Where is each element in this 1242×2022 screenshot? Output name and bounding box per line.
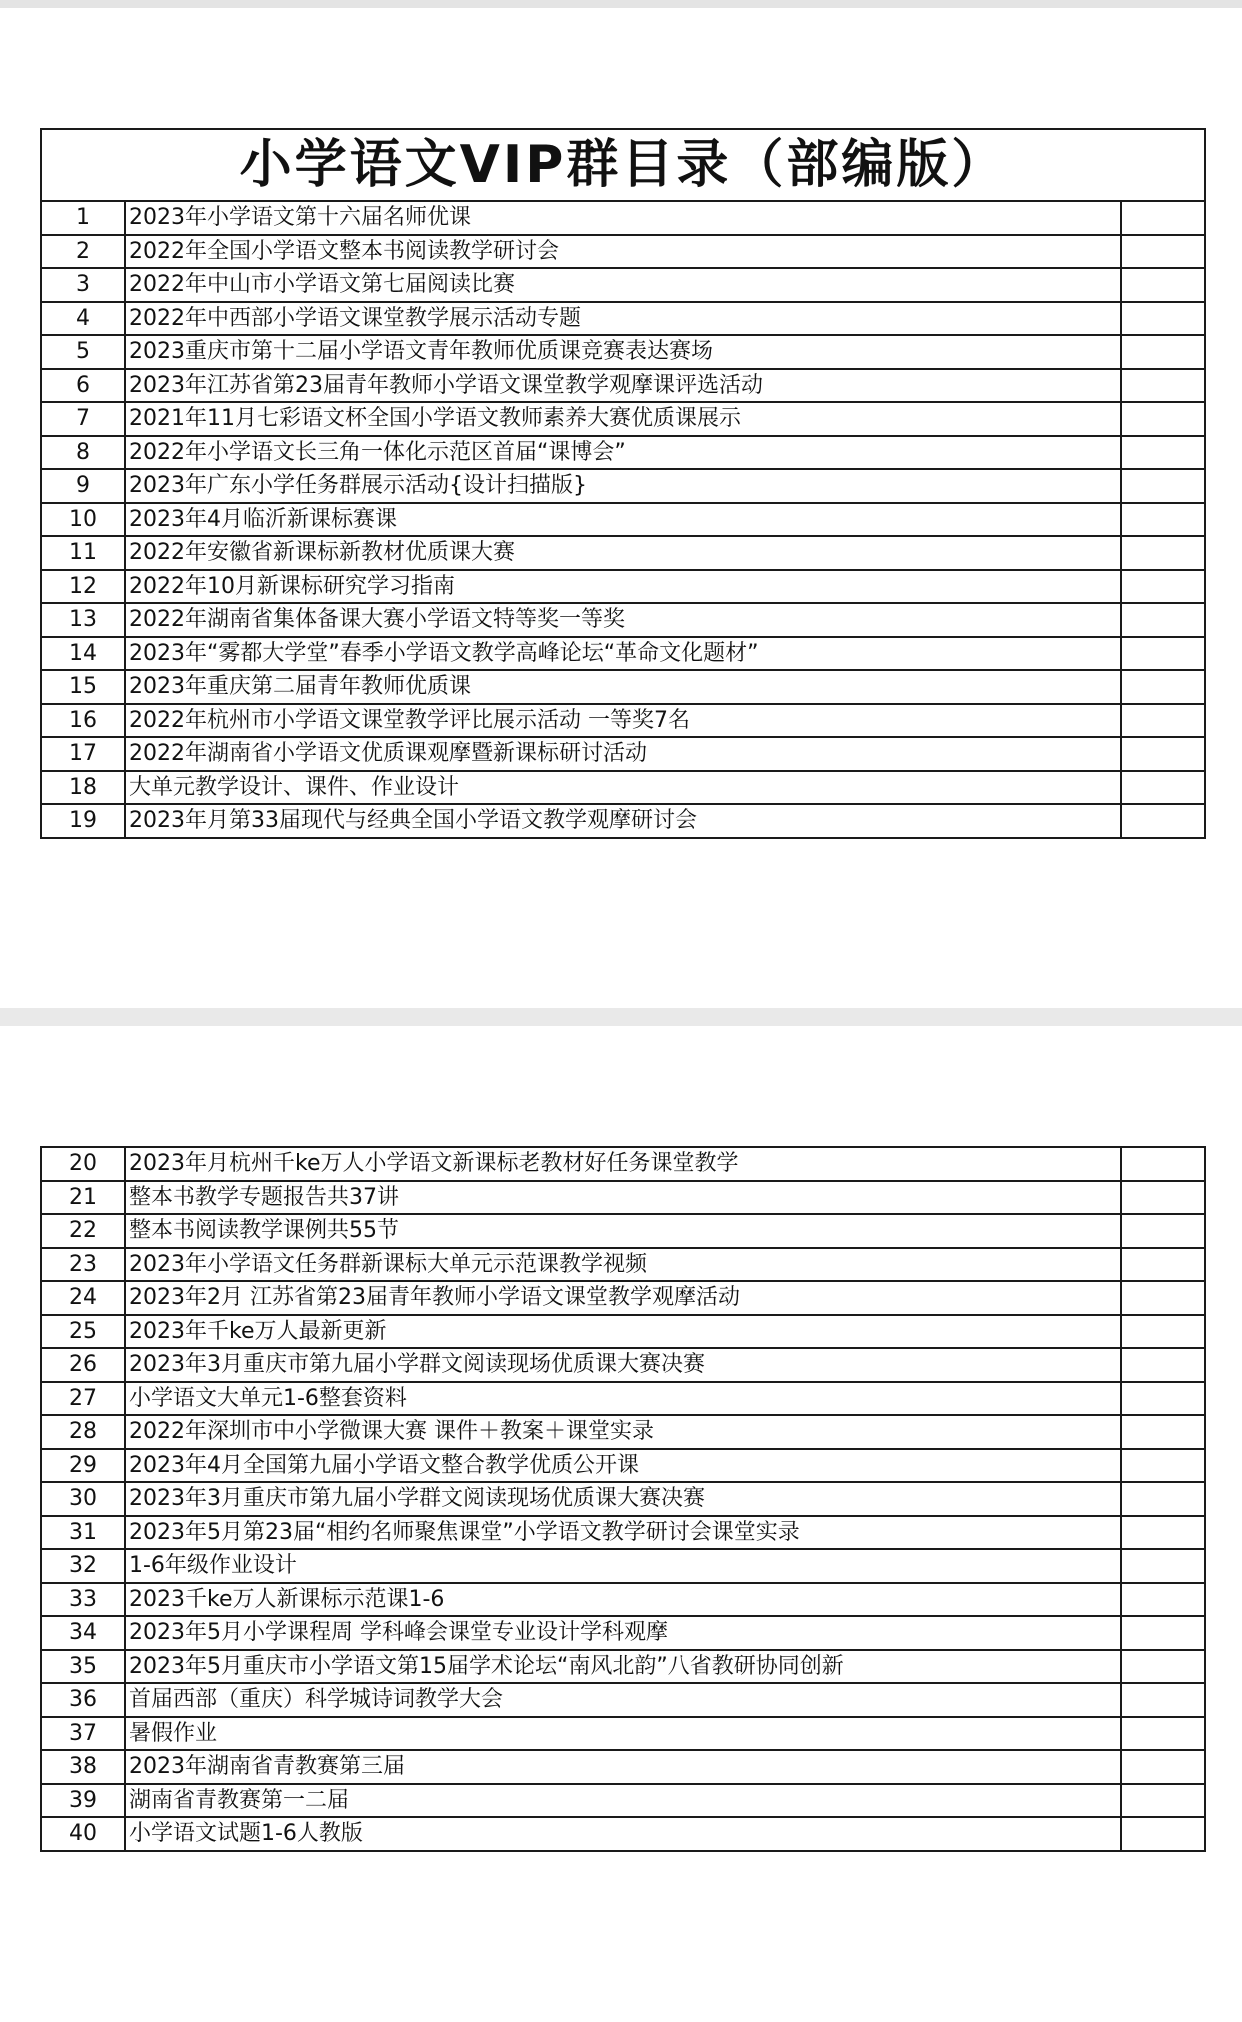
table-row [41,1147,1205,1181]
table-row [41,1784,1205,1818]
row-empty-cell [1121,1650,1205,1684]
catalog-table-top [40,128,1206,839]
row-title: 2022年湖南省集体备课大赛小学语文特等奖一等奖 [125,603,1121,637]
row-empty-cell [1121,1784,1205,1818]
page-separator [0,1008,1242,1026]
row-number: 20 [41,1147,125,1181]
row-title: 2022年安徽省新课标新教材优质课大赛 [125,536,1121,570]
row-number: 28 [41,1415,125,1449]
row-title: 2022年湖南省小学语文优质课观摩暨新课标研讨活动 [125,737,1121,771]
row-number: 34 [41,1616,125,1650]
row-number: 18 [41,771,125,805]
row-title: 1-6年级作业设计 [125,1549,1121,1583]
row-title: 2023年3月重庆市第九届小学群文阅读现场优质课大赛决赛 [125,1348,1121,1382]
row-number: 19 [41,804,125,838]
table-row [41,536,1205,570]
row-title: 2022年中山市小学语文第七届阅读比赛 [125,268,1121,302]
row-empty-cell [1121,469,1205,503]
table-row [41,201,1205,235]
row-number: 10 [41,503,125,537]
row-number: 25 [41,1315,125,1349]
row-number: 4 [41,302,125,336]
row-number: 35 [41,1650,125,1684]
row-number: 40 [41,1817,125,1851]
row-title: 2023重庆市第十二届小学语文青年教师优质课竞赛表达赛场 [125,335,1121,369]
row-number: 39 [41,1784,125,1818]
table-row [41,704,1205,738]
row-empty-cell [1121,1181,1205,1215]
row-title: 2023年小学语文第十六届名师优课 [125,201,1121,235]
row-title: 2023年月杭州千ke万人小学语文新课标老教材好任务课堂教学 [125,1147,1121,1181]
row-title: 暑假作业 [125,1717,1121,1751]
row-title: 首届西部（重庆）科学城诗词教学大会 [125,1683,1121,1717]
table-row [41,1315,1205,1349]
row-number: 24 [41,1281,125,1315]
table-row [41,737,1205,771]
row-empty-cell [1121,771,1205,805]
row-number: 22 [41,1214,125,1248]
table-row [41,771,1205,805]
row-number: 7 [41,402,125,436]
row-title: 小学语文试题1-6人教版 [125,1817,1121,1851]
row-empty-cell [1121,235,1205,269]
row-empty-cell [1121,1817,1205,1851]
row-empty-cell [1121,1616,1205,1650]
row-empty-cell [1121,402,1205,436]
row-empty-cell [1121,335,1205,369]
row-number: 11 [41,536,125,570]
row-empty-cell [1121,1382,1205,1416]
row-title: 2022年深圳市中小学微课大赛 课件＋教案＋课堂实录 [125,1415,1121,1449]
row-number: 31 [41,1516,125,1550]
row-empty-cell [1121,1717,1205,1751]
row-title: 2023年湖南省青教赛第三届 [125,1750,1121,1784]
row-number: 38 [41,1750,125,1784]
row-number: 8 [41,436,125,470]
row-empty-cell [1121,737,1205,771]
row-empty-cell [1121,1315,1205,1349]
row-empty-cell [1121,804,1205,838]
row-empty-cell [1121,1750,1205,1784]
row-empty-cell [1121,637,1205,671]
row-empty-cell [1121,1449,1205,1483]
row-number: 23 [41,1248,125,1282]
row-empty-cell [1121,1583,1205,1617]
row-title: 2023年月第33届现代与经典全国小学语文教学观摩研讨会 [125,804,1121,838]
row-number: 1 [41,201,125,235]
page-top-edge [0,0,1242,8]
row-number: 37 [41,1717,125,1751]
table-row [41,235,1205,269]
table-row [41,1382,1205,1416]
row-number: 3 [41,268,125,302]
row-empty-cell [1121,369,1205,403]
row-empty-cell [1121,1348,1205,1382]
table-row [41,469,1205,503]
table-row [41,1583,1205,1617]
table-row [41,1181,1205,1215]
row-title: 2022年中西部小学语文课堂教学展示活动专题 [125,302,1121,336]
row-title: 2022年杭州市小学语文课堂教学评比展示活动 一等奖7名 [125,704,1121,738]
row-number: 6 [41,369,125,403]
row-title: 2023年5月第23届“相约名师聚焦课堂”小学语文教学研讨会课堂实录 [125,1516,1121,1550]
table-row [41,570,1205,604]
table-row [41,1817,1205,1851]
document-title: 小学语文VIP群目录（部编版） [41,129,1205,201]
row-title: 2021年11月七彩语文杯全国小学语文教师素养大赛优质课展示 [125,402,1121,436]
table-row [41,1214,1205,1248]
table-row [41,1482,1205,1516]
row-empty-cell [1121,1248,1205,1282]
row-number: 13 [41,603,125,637]
row-title: 2022年小学语文长三角一体化示范区首届“课博会” [125,436,1121,470]
row-title: 2023年广东小学任务群展示活动{设计扫描版} [125,469,1121,503]
row-empty-cell [1121,536,1205,570]
row-number: 36 [41,1683,125,1717]
row-title: 2023年江苏省第23届青年教师小学语文课堂教学观摩课评选活动 [125,369,1121,403]
row-title: 2023年5月小学课程周 学科峰会课堂专业设计学科观摩 [125,1616,1121,1650]
row-number: 21 [41,1181,125,1215]
row-empty-cell [1121,436,1205,470]
table-row [41,302,1205,336]
row-number: 30 [41,1482,125,1516]
row-title: 2023年小学语文任务群新课标大单元示范课教学视频 [125,1248,1121,1282]
table-row [41,1415,1205,1449]
table-row [41,603,1205,637]
row-title: 2023年5月重庆市小学语文第15届学术论坛“南风北韵”八省教研协同创新 [125,1650,1121,1684]
row-title: 2023年“雾都大学堂”春季小学语文教学高峰论坛“革命文化题材” [125,637,1121,671]
table-row [41,436,1205,470]
row-empty-cell [1121,1415,1205,1449]
row-empty-cell [1121,1683,1205,1717]
row-title: 整本书教学专题报告共37讲 [125,1181,1121,1215]
row-empty-cell [1121,1482,1205,1516]
catalog-rows-top [41,201,1205,838]
row-number: 27 [41,1382,125,1416]
row-empty-cell [1121,704,1205,738]
row-empty-cell [1121,570,1205,604]
table-row [41,369,1205,403]
row-number: 9 [41,469,125,503]
row-empty-cell [1121,1214,1205,1248]
row-empty-cell [1121,670,1205,704]
table-row [41,1248,1205,1282]
row-empty-cell [1121,603,1205,637]
row-title: 2023年3月重庆市第九届小学群文阅读现场优质课大赛决赛 [125,1482,1121,1516]
row-title: 湖南省青教赛第一二届 [125,1784,1121,1818]
table-row [41,804,1205,838]
row-empty-cell [1121,268,1205,302]
table-row [41,1717,1205,1751]
row-title: 2023年4月全国第九届小学语文整合教学优质公开课 [125,1449,1121,1483]
row-title: 小学语文大单元1-6整套资料 [125,1382,1121,1416]
table-row [41,1281,1205,1315]
row-empty-cell [1121,1549,1205,1583]
catalog-rows-bottom [41,1147,1205,1851]
row-title: 2023年4月临沂新课标赛课 [125,503,1121,537]
row-title: 2023年千ke万人最新更新 [125,1315,1121,1349]
row-title: 大单元教学设计、课件、作业设计 [125,771,1121,805]
table-row [41,637,1205,671]
table-row [41,335,1205,369]
table-row [41,1549,1205,1583]
row-number: 12 [41,570,125,604]
row-number: 14 [41,637,125,671]
row-number: 2 [41,235,125,269]
row-empty-cell [1121,1281,1205,1315]
row-number: 16 [41,704,125,738]
table-row [41,1348,1205,1382]
table-row [41,1683,1205,1717]
row-empty-cell [1121,201,1205,235]
row-title: 2023年重庆第二届青年教师优质课 [125,670,1121,704]
row-number: 33 [41,1583,125,1617]
table-row [41,1650,1205,1684]
row-empty-cell [1121,1147,1205,1181]
table-row [41,670,1205,704]
row-number: 15 [41,670,125,704]
table-row [41,503,1205,537]
table-row [41,402,1205,436]
row-title: 整本书阅读教学课例共55节 [125,1214,1121,1248]
row-number: 17 [41,737,125,771]
row-empty-cell [1121,1516,1205,1550]
row-number: 26 [41,1348,125,1382]
row-title: 2023年2月 江苏省第23届青年教师小学语文课堂教学观摩活动 [125,1281,1121,1315]
table-row [41,1616,1205,1650]
row-title: 2023千ke万人新课标示范课1-6 [125,1583,1121,1617]
row-empty-cell [1121,302,1205,336]
row-number: 32 [41,1549,125,1583]
row-title: 2022年全国小学语文整本书阅读教学研讨会 [125,235,1121,269]
table-row [41,1449,1205,1483]
row-empty-cell [1121,503,1205,537]
table-row [41,1516,1205,1550]
table-row [41,268,1205,302]
row-number: 5 [41,335,125,369]
row-number: 29 [41,1449,125,1483]
table-row [41,1750,1205,1784]
catalog-table-bottom [40,1146,1206,1852]
row-title: 2022年10月新课标研究学习指南 [125,570,1121,604]
